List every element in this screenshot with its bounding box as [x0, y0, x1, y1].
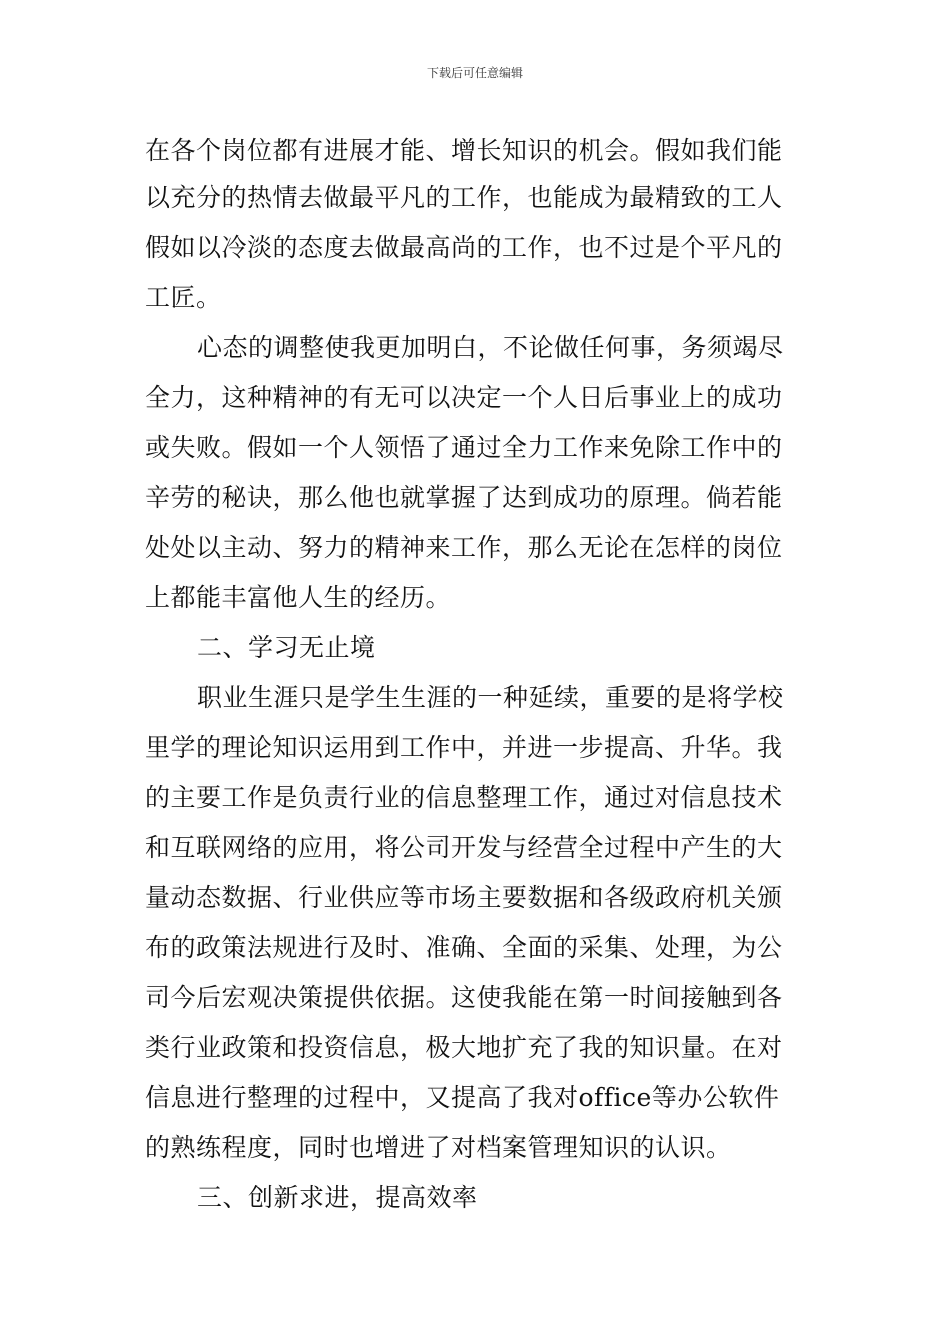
- text-line: 的熟练程度，同时也增进了对档案管理知识的认识。: [145, 1133, 732, 1162]
- text-line: 以充分的热情去做最平凡的工作，也能成为最精致的工人: [145, 183, 783, 212]
- text-line: 里学的理论知识运用到工作中，并进一步提高、升华。我: [145, 733, 783, 762]
- text-line: 全力，这种精神的有无可以决定一个人日后事业上的成功: [145, 383, 783, 412]
- text-line: 辛劳的秘诀，那么他也就掌握了达到成功的原理。倘若能: [145, 483, 783, 512]
- text-line: 布的政策法规进行及时、准确、全面的采集、处理，为公: [145, 933, 783, 962]
- text-line: 的主要工作是负责行业的信息整理工作，通过对信息技术: [145, 783, 783, 812]
- text-line: 和互联网络的应用，将公司开发与经营全过程中产生的大: [145, 833, 783, 862]
- text-line: 司今后宏观决策提供依据。这使我能在第一时间接触到各: [145, 983, 783, 1012]
- page-header: 下载后可任意编辑: [426, 66, 523, 80]
- text-line: 信息进行整理的过程中，又提高了我对office等办公软件: [145, 1083, 780, 1112]
- section-heading: 二、学习无止境: [197, 633, 376, 662]
- paragraph-first-line: 职业生涯只是学生生涯的一种延续，重要的是将学校: [197, 683, 784, 712]
- text-line: 类行业政策和投资信息，极大地扩充了我的知识量。在对: [145, 1033, 783, 1062]
- text-line: 处处以主动、努力的精神来工作，那么无论在怎样的岗位: [145, 533, 783, 562]
- text-line: 工匠。: [145, 283, 222, 312]
- text-line: 上都能丰富他人生的经历。: [145, 583, 452, 612]
- text-line: 在各个岗位都有进展才能、增长知识的机会。假如我们能: [145, 136, 783, 165]
- paragraph-first-line: 心态的调整使我更加明白，不论做任何事，务须竭尽: [197, 333, 784, 362]
- text-line: 或失败。假如一个人领悟了通过全力工作来免除工作中的: [145, 433, 783, 462]
- text-line: 假如以冷淡的态度去做最高尚的工作，也不过是个平凡的: [145, 233, 783, 262]
- section-heading: 三、创新求进，提高效率: [197, 1183, 478, 1212]
- text-line: 量动态数据、行业供应等市场主要数据和各级政府机关颁: [145, 883, 783, 912]
